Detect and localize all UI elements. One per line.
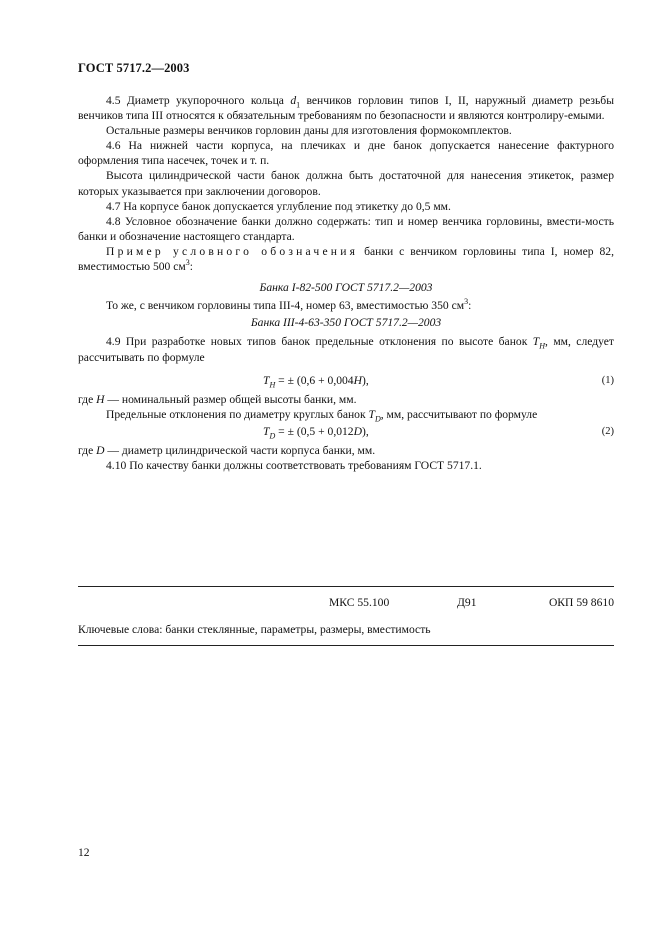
same-text: То же, с венчиком горловины типа III-4, номер 63, вместимостью 350 см bbox=[106, 299, 465, 313]
paragraph-4-6: 4.6 На нижней части корпуса, на плечиках и дне банок допускается нанесение фактурного оформления типа насечек, точек и т. п. bbox=[78, 139, 614, 168]
where2-var: D bbox=[96, 443, 105, 457]
p49b-text-b: , мм, рассчитывают по формуле bbox=[380, 407, 538, 421]
paragraph-4-5 bbox=[78, 93, 614, 123]
okp-code: ОКП 59 8610 bbox=[548, 596, 614, 609]
same-sup: 3 bbox=[464, 297, 469, 307]
f1-lhs: T bbox=[263, 373, 270, 387]
paragraph-4-8: 4.8 Условное обозначение банки должно содержать: тип и номер венчика горловины, вмести-мость банки и обозначение настоящего стандарта. bbox=[78, 214, 614, 243]
example-designation-1: Банка I-82-500 ГОСТ 5717.2—2003 bbox=[259, 281, 433, 295]
example-sup: 3 bbox=[185, 258, 190, 268]
f1-var: H bbox=[353, 373, 362, 387]
equation-number-1: (1) bbox=[601, 374, 614, 386]
formula-1 bbox=[78, 373, 614, 388]
where-2: где D — диаметр цилиндрической части корпуса банки, мм. bbox=[78, 443, 376, 457]
d-code: Д91 bbox=[457, 596, 477, 609]
paragraph-4-7: 4.7 На корпусе банок допускается углубление под этикетку до 0,5 мм. bbox=[106, 199, 451, 213]
var-d: d bbox=[290, 94, 297, 107]
f1-lhs-sub: H bbox=[269, 379, 276, 389]
keywords-line: Ключевые слова: банки стеклянные, параметры, размеры, вместимость bbox=[78, 623, 431, 636]
p49-text-b: , мм, следует рассчитывать по формуле bbox=[78, 335, 614, 364]
paragraph-4-10: 4.10 По качеству банки должны соответствовать требованиям ГОСТ 5717.1. bbox=[106, 458, 482, 472]
paragraph-4-9-b bbox=[78, 407, 614, 422]
formula-1-expression bbox=[263, 373, 369, 388]
standard-header: ГОСТ 5717.2—2003 bbox=[78, 61, 190, 75]
f1-close: ), bbox=[361, 373, 369, 387]
example-designation-2: Банка III-4-63-350 ГОСТ 5717.2—2003 bbox=[250, 316, 442, 330]
example-end: : bbox=[189, 260, 193, 274]
p45-text-a: 4.5 Диаметр укупорочного кольца bbox=[106, 94, 291, 107]
var-t: T bbox=[532, 335, 540, 349]
example-text: банки с венчиком горловины типа I, номер 82, вместимостью 500 см bbox=[78, 244, 614, 274]
var-td-sub: D bbox=[374, 414, 381, 423]
var-t-sub: H bbox=[539, 341, 545, 351]
where1-var: H bbox=[96, 392, 105, 406]
f2-lhs-sub: D bbox=[269, 431, 276, 441]
where1-text: — номинальный размер общей высоты банки, мм. bbox=[104, 392, 357, 406]
divider-bottom bbox=[78, 645, 614, 646]
f2-lhs: T bbox=[263, 424, 270, 438]
paragraph-4-6-b: Высота цилиндрической части банок должна быть достаточной для нанесения этикеток, размер которых указывается при заключении договоров. bbox=[78, 169, 614, 198]
f2-close: ), bbox=[361, 424, 369, 438]
p45-text-b: венчиков горловин типов I, II, наружный диаметр резьбы венчиков типа III относятся к обязательным требованиям по безопасности и являются контролиру-емыми. bbox=[78, 94, 614, 123]
divider-top bbox=[78, 586, 614, 587]
same-paragraph bbox=[78, 298, 614, 313]
formula-2-expression bbox=[263, 424, 369, 439]
f2-rhs: = ± (0,5 + 0,012 bbox=[275, 424, 354, 438]
f1-rhs: = ± (0,6 + 0,004 bbox=[275, 373, 354, 387]
example-paragraph bbox=[78, 244, 614, 274]
var-d-sub: 1 bbox=[296, 100, 301, 110]
paragraph-4-9 bbox=[78, 334, 614, 364]
equation-number-2: (2) bbox=[601, 425, 614, 437]
formula-2 bbox=[78, 424, 614, 439]
var-td: T bbox=[368, 407, 375, 421]
mks-code: МКС 55.100 bbox=[329, 596, 390, 609]
classification-codes bbox=[78, 596, 614, 612]
p49-text-a: 4.9 При разработке новых типов банок предельные отклонения по высоте банок bbox=[106, 335, 533, 349]
paragraph-4-5-b: Остальные размеры венчиков горловин даны для изготовления формокомплектов. bbox=[106, 124, 512, 138]
page-number: 12 bbox=[78, 846, 90, 859]
same-end: : bbox=[468, 299, 472, 313]
where2-text: — диаметр цилиндрической части корпуса банки, мм. bbox=[104, 443, 376, 457]
p49b-text-a: Предельные отклонения по диаметру круглых банок bbox=[106, 407, 369, 421]
f2-var: D bbox=[353, 424, 362, 438]
example-spaced-label: Пример условного обозначения bbox=[106, 244, 359, 258]
body-text bbox=[78, 93, 614, 473]
where-1: где H — номинальный размер общей высоты банки, мм. bbox=[78, 392, 357, 406]
